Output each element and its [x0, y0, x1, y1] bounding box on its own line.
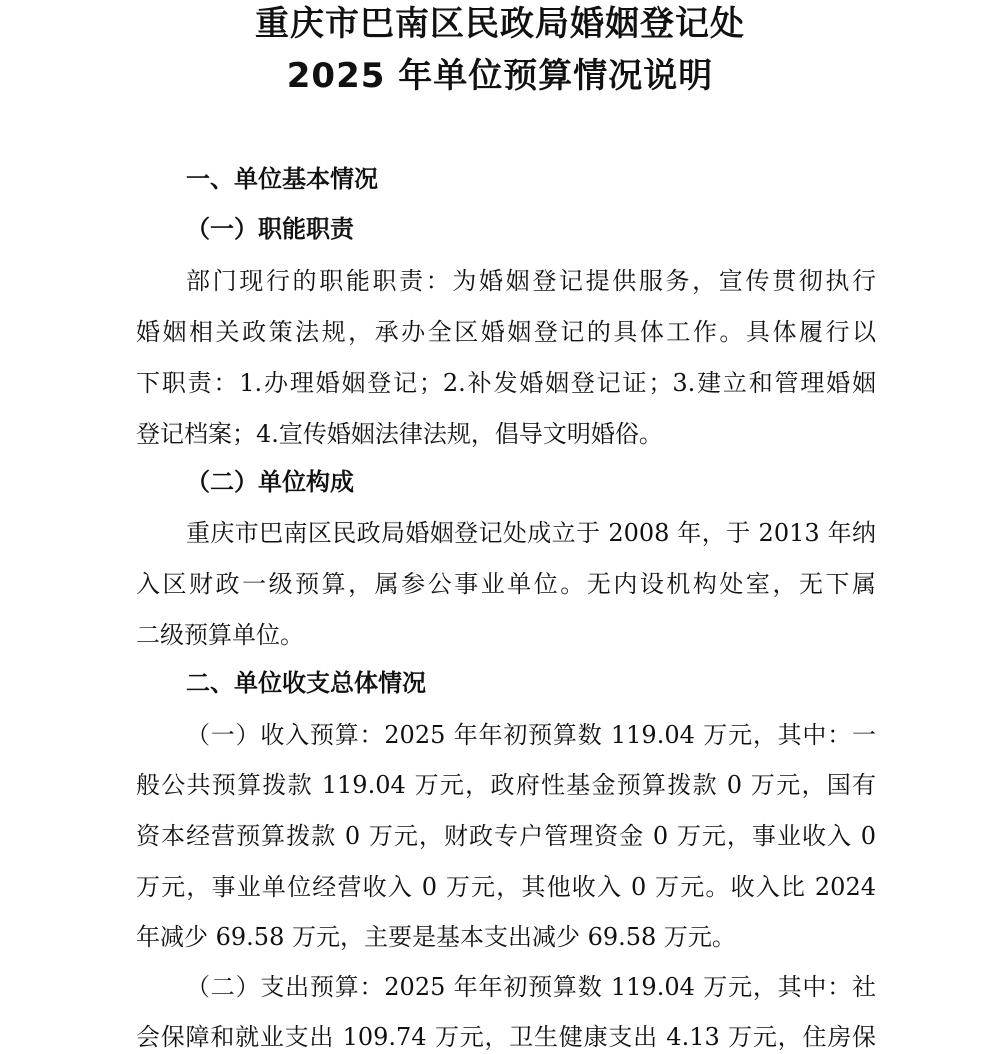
paragraph-line: 婚姻相关政策法规，承办全区婚姻登记的具体工作。具体履行以	[136, 318, 876, 346]
expense-budget-label: （二）支出预算	[186, 973, 360, 1001]
paragraph-line: 登记档案；4.宣传婚姻法律法规，倡导文明婚俗。	[136, 420, 663, 448]
paragraph-line: 二级预算单位。	[136, 621, 304, 649]
section-1-sub-1-heading: （一）职能职责	[186, 214, 354, 243]
section-1-heading: 一、单位基本情况	[186, 165, 378, 193]
document-title-line-2: 2025 年单位预算情况说明	[286, 56, 714, 96]
expense-budget-first-line	[186, 970, 876, 1004]
section-1-sub-2-heading: （二）单位构成	[186, 467, 354, 496]
expense-budget-text: ：2025 年年初预算数 119.04 万元，其中：社	[359, 973, 876, 1001]
paragraph-line: 般公共预算拨款 119.04 万元，政府性基金预算拨款 0 万元，国有	[136, 771, 876, 799]
income-budget-text: ：2025 年年初预算数 119.04 万元，其中：一	[359, 721, 876, 749]
paragraph-line: 重庆市巴南区民政局婚姻登记处成立于 2008 年，于 2013 年纳	[186, 519, 876, 547]
paragraph-line: 会保障和就业支出 109.74 万元，卫生健康支出 4.13 万元，住房保	[136, 1023, 876, 1051]
paragraph-line: 部门现行的职能职责：为婚姻登记提供服务，宣传贯彻执行	[186, 267, 876, 295]
paragraph-line: 资本经营预算拨款 0 万元，财政专户管理资金 0 万元，事业收入 0	[136, 822, 876, 850]
section-2-heading: 二、单位收支总体情况	[186, 669, 426, 697]
income-budget-first-line	[186, 718, 876, 752]
paragraph-line: 万元，事业单位经营收入 0 万元，其他收入 0 万元。收入比 2024	[136, 873, 876, 901]
document-title-line-1: 重庆市巴南区民政局婚姻登记处	[255, 4, 745, 44]
paragraph-line: 下职责：1.办理婚姻登记；2.补发婚姻登记证；3.建立和管理婚姻	[136, 369, 876, 397]
income-budget-label: （一）收入预算	[186, 721, 360, 749]
paragraph-line: 入区财政一级预算，属参公事业单位。无内设机构处室，无下属	[136, 570, 876, 598]
paragraph-line: 年减少 69.58 万元，主要是基本支出减少 69.58 万元。	[136, 923, 736, 951]
